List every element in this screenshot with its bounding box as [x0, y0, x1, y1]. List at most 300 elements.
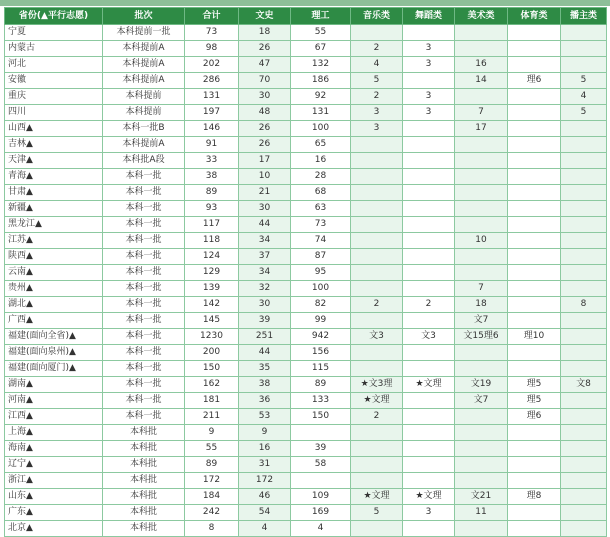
- table-row: [5, 233, 607, 249]
- cell-total: 93: [185, 201, 239, 217]
- cell-broadcasting: 5: [561, 105, 607, 121]
- cell-liberal-arts: 26: [239, 137, 291, 153]
- table-row: [5, 89, 607, 105]
- cell-dance: ★文理: [403, 377, 455, 393]
- cell-fine-arts: 16: [455, 57, 508, 73]
- cell-music: [351, 217, 403, 233]
- cell-music: [351, 169, 403, 185]
- cell-liberal-arts: 26: [239, 41, 291, 57]
- cell-broadcasting: [561, 201, 607, 217]
- header-sports: 体育类: [508, 8, 561, 25]
- cell-batch: 本科一批: [103, 169, 185, 185]
- cell-dance: [403, 345, 455, 361]
- cell-dance: [403, 361, 455, 377]
- header-fine-arts: 美术类: [455, 8, 508, 25]
- cell-dance: 3: [403, 505, 455, 521]
- cell-science: 68: [291, 185, 351, 201]
- table-row: [5, 457, 607, 473]
- cell-total: 89: [185, 185, 239, 201]
- cell-total: 118: [185, 233, 239, 249]
- cell-science: 73: [291, 217, 351, 233]
- cell-liberal-arts: 38: [239, 377, 291, 393]
- cell-total: 33: [185, 153, 239, 169]
- cell-batch: 本科提前: [103, 89, 185, 105]
- cell-sports: [508, 41, 561, 57]
- header-science: 理工: [291, 8, 351, 25]
- cell-province: 湖北▲: [5, 297, 103, 313]
- cell-fine-arts: 17: [455, 121, 508, 137]
- cell-music: [351, 361, 403, 377]
- table-row: [5, 505, 607, 521]
- cell-fine-arts: [455, 41, 508, 57]
- cell-dance: [403, 281, 455, 297]
- table-row: [5, 473, 607, 489]
- cell-music: [351, 153, 403, 169]
- cell-sports: 理6: [508, 409, 561, 425]
- cell-broadcasting: [561, 409, 607, 425]
- table-row: [5, 297, 607, 313]
- cell-total: 142: [185, 297, 239, 313]
- cell-music: [351, 265, 403, 281]
- cell-science: 89: [291, 377, 351, 393]
- cell-fine-arts: 18: [455, 297, 508, 313]
- cell-total: 150: [185, 361, 239, 377]
- cell-broadcasting: [561, 473, 607, 489]
- cell-liberal-arts: 251: [239, 329, 291, 345]
- cell-total: 131: [185, 89, 239, 105]
- cell-dance: [403, 521, 455, 537]
- table-row: [5, 393, 607, 409]
- cell-broadcasting: 8: [561, 297, 607, 313]
- cell-batch: 本科一批: [103, 313, 185, 329]
- cell-fine-arts: 10: [455, 233, 508, 249]
- cell-fine-arts: [455, 153, 508, 169]
- cell-broadcasting: [561, 313, 607, 329]
- cell-sports: [508, 281, 561, 297]
- cell-sports: 理6: [508, 73, 561, 89]
- cell-science: 39: [291, 441, 351, 457]
- cell-music: ★文理: [351, 393, 403, 409]
- table-row: [5, 521, 607, 537]
- cell-total: 286: [185, 73, 239, 89]
- cell-liberal-arts: 17: [239, 153, 291, 169]
- cell-broadcasting: [561, 345, 607, 361]
- cell-batch: 本科提前A: [103, 73, 185, 89]
- cell-batch: 本科提前A: [103, 57, 185, 73]
- cell-dance: [403, 233, 455, 249]
- table-row: [5, 185, 607, 201]
- cell-sports: [508, 89, 561, 105]
- cell-sports: [508, 505, 561, 521]
- cell-liberal-arts: 39: [239, 313, 291, 329]
- cell-sports: [508, 185, 561, 201]
- cell-sports: [508, 137, 561, 153]
- cell-liberal-arts: 34: [239, 265, 291, 281]
- cell-broadcasting: [561, 249, 607, 265]
- cell-batch: 本科一批: [103, 329, 185, 345]
- cell-batch: 本科提前: [103, 105, 185, 121]
- cell-fine-arts: [455, 25, 508, 41]
- cell-dance: [403, 185, 455, 201]
- cell-science: 65: [291, 137, 351, 153]
- cell-music: 3: [351, 105, 403, 121]
- cell-science: 74: [291, 233, 351, 249]
- cell-music: 文3: [351, 329, 403, 345]
- cell-sports: [508, 345, 561, 361]
- header-dance: 舞蹈类: [403, 8, 455, 25]
- cell-broadcasting: [561, 441, 607, 457]
- cell-batch: 本科一批: [103, 265, 185, 281]
- cell-music: [351, 185, 403, 201]
- cell-fine-arts: [455, 441, 508, 457]
- cell-science: 28: [291, 169, 351, 185]
- table-row: [5, 153, 607, 169]
- cell-fine-arts: 14: [455, 73, 508, 89]
- cell-sports: [508, 473, 561, 489]
- cell-broadcasting: 4: [561, 89, 607, 105]
- cell-science: 132: [291, 57, 351, 73]
- cell-music: [351, 25, 403, 41]
- cell-sports: 理10: [508, 329, 561, 345]
- cell-broadcasting: [561, 521, 607, 537]
- cell-dance: [403, 201, 455, 217]
- cell-sports: [508, 313, 561, 329]
- cell-sports: [508, 105, 561, 121]
- cell-batch: 本科批: [103, 505, 185, 521]
- cell-music: 2: [351, 89, 403, 105]
- header-row: [5, 8, 607, 25]
- cell-total: 129: [185, 265, 239, 281]
- cell-sports: [508, 441, 561, 457]
- cell-province: 陕西▲: [5, 249, 103, 265]
- cell-broadcasting: [561, 25, 607, 41]
- cell-total: 184: [185, 489, 239, 505]
- cropped-caption-strip: [0, 0, 610, 6]
- cell-science: 100: [291, 121, 351, 137]
- cell-total: 89: [185, 457, 239, 473]
- cell-liberal-arts: 34: [239, 233, 291, 249]
- cell-fine-arts: 11: [455, 505, 508, 521]
- cell-liberal-arts: 36: [239, 393, 291, 409]
- cell-broadcasting: 5: [561, 73, 607, 89]
- cell-total: 9: [185, 425, 239, 441]
- cell-total: 73: [185, 25, 239, 41]
- cell-fine-arts: [455, 457, 508, 473]
- cell-fine-arts: [455, 249, 508, 265]
- cell-province: 河北: [5, 57, 103, 73]
- cell-batch: 本科一批: [103, 361, 185, 377]
- header-liberal-arts: 文史: [239, 8, 291, 25]
- cell-total: 139: [185, 281, 239, 297]
- cell-sports: [508, 249, 561, 265]
- cell-province: 安徽: [5, 73, 103, 89]
- cell-sports: [508, 169, 561, 185]
- cell-liberal-arts: 70: [239, 73, 291, 89]
- cell-batch: 本科一批: [103, 185, 185, 201]
- header-broadcasting: 播主类: [561, 8, 607, 25]
- table-row: [5, 201, 607, 217]
- cell-dance: [403, 217, 455, 233]
- cell-liberal-arts: 18: [239, 25, 291, 41]
- cell-science: 942: [291, 329, 351, 345]
- cell-sports: [508, 121, 561, 137]
- cell-sports: [508, 361, 561, 377]
- cell-music: [351, 233, 403, 249]
- cell-music: 5: [351, 73, 403, 89]
- cell-batch: 本科一批B: [103, 121, 185, 137]
- table-row: [5, 425, 607, 441]
- cell-dance: [403, 249, 455, 265]
- table-row: [5, 121, 607, 137]
- cell-batch: 本科一批: [103, 217, 185, 233]
- cell-dance: [403, 265, 455, 281]
- cell-batch: 本科批: [103, 457, 185, 473]
- cell-batch: 本科一批: [103, 409, 185, 425]
- cell-science: 67: [291, 41, 351, 57]
- cell-batch: 本科一批: [103, 377, 185, 393]
- cell-fine-arts: 7: [455, 105, 508, 121]
- table-row: [5, 377, 607, 393]
- cell-fine-arts: [455, 345, 508, 361]
- cell-fine-arts: [455, 201, 508, 217]
- cell-province: 福建(面向全省)▲: [5, 329, 103, 345]
- cell-dance: [403, 393, 455, 409]
- cell-total: 162: [185, 377, 239, 393]
- cell-province: 辽宁▲: [5, 457, 103, 473]
- cell-province: 福建(面向厦门)▲: [5, 361, 103, 377]
- cell-science: 55: [291, 25, 351, 41]
- cell-dance: [403, 169, 455, 185]
- cell-music: [351, 249, 403, 265]
- cell-liberal-arts: 37: [239, 249, 291, 265]
- cell-dance: [403, 153, 455, 169]
- cell-liberal-arts: 46: [239, 489, 291, 505]
- cell-province: 重庆: [5, 89, 103, 105]
- cell-province: 四川: [5, 105, 103, 121]
- cell-dance: 文3: [403, 329, 455, 345]
- cell-liberal-arts: 31: [239, 457, 291, 473]
- cell-broadcasting: [561, 329, 607, 345]
- cell-broadcasting: [561, 41, 607, 57]
- cell-liberal-arts: 47: [239, 57, 291, 73]
- cell-province: 湖南▲: [5, 377, 103, 393]
- table-row: [5, 249, 607, 265]
- cell-sports: [508, 265, 561, 281]
- table-row: [5, 169, 607, 185]
- cell-dance: [403, 121, 455, 137]
- cell-batch: 本科一批: [103, 345, 185, 361]
- cell-province: 山西▲: [5, 121, 103, 137]
- cell-dance: [403, 457, 455, 473]
- cell-dance: 3: [403, 57, 455, 73]
- cell-broadcasting: [561, 217, 607, 233]
- cell-liberal-arts: 26: [239, 121, 291, 137]
- table-row: [5, 441, 607, 457]
- cell-science: 109: [291, 489, 351, 505]
- table-row: [5, 25, 607, 41]
- cell-science: 95: [291, 265, 351, 281]
- cell-total: 91: [185, 137, 239, 153]
- cell-science: [291, 473, 351, 489]
- cell-music: [351, 457, 403, 473]
- cell-sports: [508, 57, 561, 73]
- cell-fine-arts: [455, 217, 508, 233]
- cell-liberal-arts: 32: [239, 281, 291, 297]
- cell-total: 146: [185, 121, 239, 137]
- cell-batch: 本科一批: [103, 281, 185, 297]
- cell-total: 55: [185, 441, 239, 457]
- cell-music: 5: [351, 505, 403, 521]
- cell-fine-arts: [455, 425, 508, 441]
- cell-liberal-arts: 44: [239, 345, 291, 361]
- cell-liberal-arts: 30: [239, 297, 291, 313]
- cell-fine-arts: 文7: [455, 393, 508, 409]
- header-province: 省份(▲平行志愿): [5, 8, 103, 25]
- cell-liberal-arts: 30: [239, 201, 291, 217]
- cell-fine-arts: 7: [455, 281, 508, 297]
- cell-broadcasting: [561, 233, 607, 249]
- cell-science: 92: [291, 89, 351, 105]
- cell-province: 福建(面向泉州)▲: [5, 345, 103, 361]
- table-row: [5, 409, 607, 425]
- cell-batch: 本科一批: [103, 249, 185, 265]
- cell-dance: [403, 425, 455, 441]
- cell-province: 山东▲: [5, 489, 103, 505]
- cell-dance: 2: [403, 297, 455, 313]
- cell-total: 145: [185, 313, 239, 329]
- cell-music: 2: [351, 409, 403, 425]
- cell-music: [351, 201, 403, 217]
- admission-plan-table: [4, 7, 607, 537]
- cell-liberal-arts: 9: [239, 425, 291, 441]
- cell-total: 98: [185, 41, 239, 57]
- cell-fine-arts: [455, 185, 508, 201]
- cell-liberal-arts: 10: [239, 169, 291, 185]
- cell-science: 4: [291, 521, 351, 537]
- cell-broadcasting: [561, 153, 607, 169]
- cell-batch: 本科一批: [103, 201, 185, 217]
- cell-dance: [403, 25, 455, 41]
- header-batch: 批次: [103, 8, 185, 25]
- cell-province: 天津▲: [5, 153, 103, 169]
- cell-total: 1230: [185, 329, 239, 345]
- cell-province: 上海▲: [5, 425, 103, 441]
- cell-total: 197: [185, 105, 239, 121]
- cell-dance: 3: [403, 105, 455, 121]
- table-row: [5, 73, 607, 89]
- cell-total: 211: [185, 409, 239, 425]
- cell-total: 124: [185, 249, 239, 265]
- cell-music: [351, 473, 403, 489]
- cell-music: [351, 137, 403, 153]
- cell-batch: 本科一批: [103, 297, 185, 313]
- table-row: [5, 329, 607, 345]
- cell-total: 200: [185, 345, 239, 361]
- cell-music: [351, 313, 403, 329]
- cell-total: 117: [185, 217, 239, 233]
- cell-liberal-arts: 4: [239, 521, 291, 537]
- cell-broadcasting: [561, 137, 607, 153]
- cell-broadcasting: 文8: [561, 377, 607, 393]
- cell-dance: [403, 409, 455, 425]
- cell-sports: [508, 233, 561, 249]
- cell-broadcasting: [561, 281, 607, 297]
- cell-batch: 本科批: [103, 521, 185, 537]
- cell-province: 内蒙古: [5, 41, 103, 57]
- cell-fine-arts: [455, 409, 508, 425]
- table-row: [5, 41, 607, 57]
- cell-sports: [508, 521, 561, 537]
- cell-broadcasting: [561, 57, 607, 73]
- cell-batch: 本科批: [103, 441, 185, 457]
- cell-liberal-arts: 44: [239, 217, 291, 233]
- cell-batch: 本科提前一批: [103, 25, 185, 41]
- cell-science: 186: [291, 73, 351, 89]
- cell-science: 58: [291, 457, 351, 473]
- cell-fine-arts: [455, 473, 508, 489]
- cell-music: [351, 521, 403, 537]
- cell-broadcasting: [561, 457, 607, 473]
- cell-sports: [508, 297, 561, 313]
- cell-batch: 本科一批: [103, 393, 185, 409]
- cell-music: 2: [351, 297, 403, 313]
- cell-fine-arts: [455, 89, 508, 105]
- cell-music: 4: [351, 57, 403, 73]
- cell-science: 115: [291, 361, 351, 377]
- cell-science: 63: [291, 201, 351, 217]
- cell-province: 广西▲: [5, 313, 103, 329]
- cell-science: 169: [291, 505, 351, 521]
- cell-province: 黑龙江▲: [5, 217, 103, 233]
- table-row: [5, 57, 607, 73]
- cell-province: 北京▲: [5, 521, 103, 537]
- cell-fine-arts: 文21: [455, 489, 508, 505]
- cell-total: 38: [185, 169, 239, 185]
- table-body: [5, 25, 607, 537]
- cell-liberal-arts: 48: [239, 105, 291, 121]
- cell-liberal-arts: 16: [239, 441, 291, 457]
- cell-sports: [508, 153, 561, 169]
- table-row: [5, 313, 607, 329]
- cell-province: 贵州▲: [5, 281, 103, 297]
- cell-music: [351, 425, 403, 441]
- cell-broadcasting: [561, 505, 607, 521]
- cell-music: 2: [351, 41, 403, 57]
- cell-science: 131: [291, 105, 351, 121]
- cell-liberal-arts: 172: [239, 473, 291, 489]
- cell-liberal-arts: 21: [239, 185, 291, 201]
- header-music: 音乐类: [351, 8, 403, 25]
- cell-music: ★文理: [351, 489, 403, 505]
- cell-dance: [403, 313, 455, 329]
- cell-sports: [508, 25, 561, 41]
- table-row: [5, 345, 607, 361]
- cell-province: 江西▲: [5, 409, 103, 425]
- cell-province: 江苏▲: [5, 233, 103, 249]
- cell-broadcasting: [561, 185, 607, 201]
- header-total: 合计: [185, 8, 239, 25]
- cell-liberal-arts: 53: [239, 409, 291, 425]
- cell-total: 172: [185, 473, 239, 489]
- cell-province: 甘肃▲: [5, 185, 103, 201]
- cell-broadcasting: [561, 169, 607, 185]
- cell-fine-arts: [455, 521, 508, 537]
- table-row: [5, 137, 607, 153]
- cell-province: 青海▲: [5, 169, 103, 185]
- cell-total: 202: [185, 57, 239, 73]
- cell-music: [351, 281, 403, 297]
- cell-fine-arts: [455, 137, 508, 153]
